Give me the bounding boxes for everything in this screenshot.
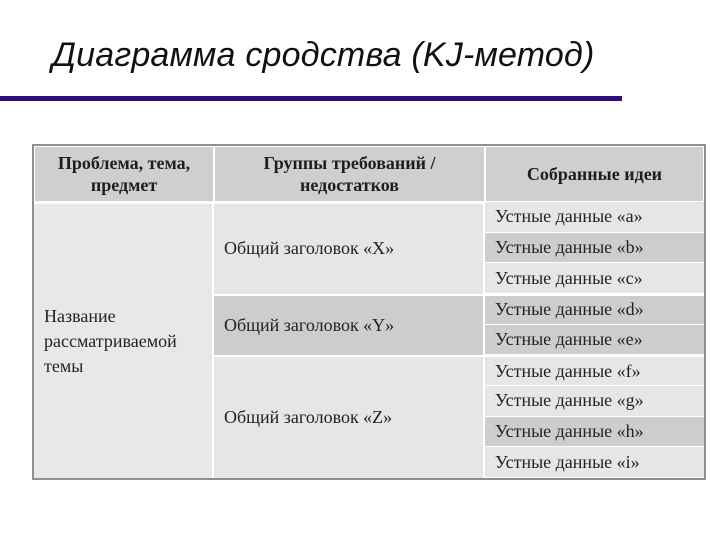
slide-title: Диаграмма сродства (KJ-метод) xyxy=(52,36,595,74)
header-ideas: Собранные идеи xyxy=(485,146,704,202)
header-row xyxy=(34,146,704,202)
table-row xyxy=(34,202,704,233)
idea-cell: Устные данные «g» xyxy=(485,386,704,417)
idea-cell: Устные данные «i» xyxy=(485,447,704,478)
group-z-title: Общий заголовок «Z» xyxy=(214,355,485,478)
idea-cell: Устные данные «b» xyxy=(485,233,704,264)
header-topic: Проблема, тема, предмет xyxy=(34,146,214,202)
idea-cell: Устные данные «f» xyxy=(485,355,704,386)
affinity-diagram-table xyxy=(32,144,706,480)
idea-cell: Устные данные «c» xyxy=(485,263,704,294)
idea-cell: Устные данные «d» xyxy=(485,294,704,325)
title-underline xyxy=(0,96,622,101)
topic-name-cell: Название рассматриваемой темы xyxy=(34,202,214,478)
idea-cell: Устные данные «e» xyxy=(485,325,704,356)
idea-cell: Устные данные «h» xyxy=(485,417,704,448)
header-groups: Группы требований / недостатков xyxy=(214,146,485,202)
group-y-title: Общий заголовок «Y» xyxy=(214,294,485,355)
group-x-title: Общий заголовок «X» xyxy=(214,202,485,294)
idea-cell: Устные данные «a» xyxy=(485,202,704,233)
